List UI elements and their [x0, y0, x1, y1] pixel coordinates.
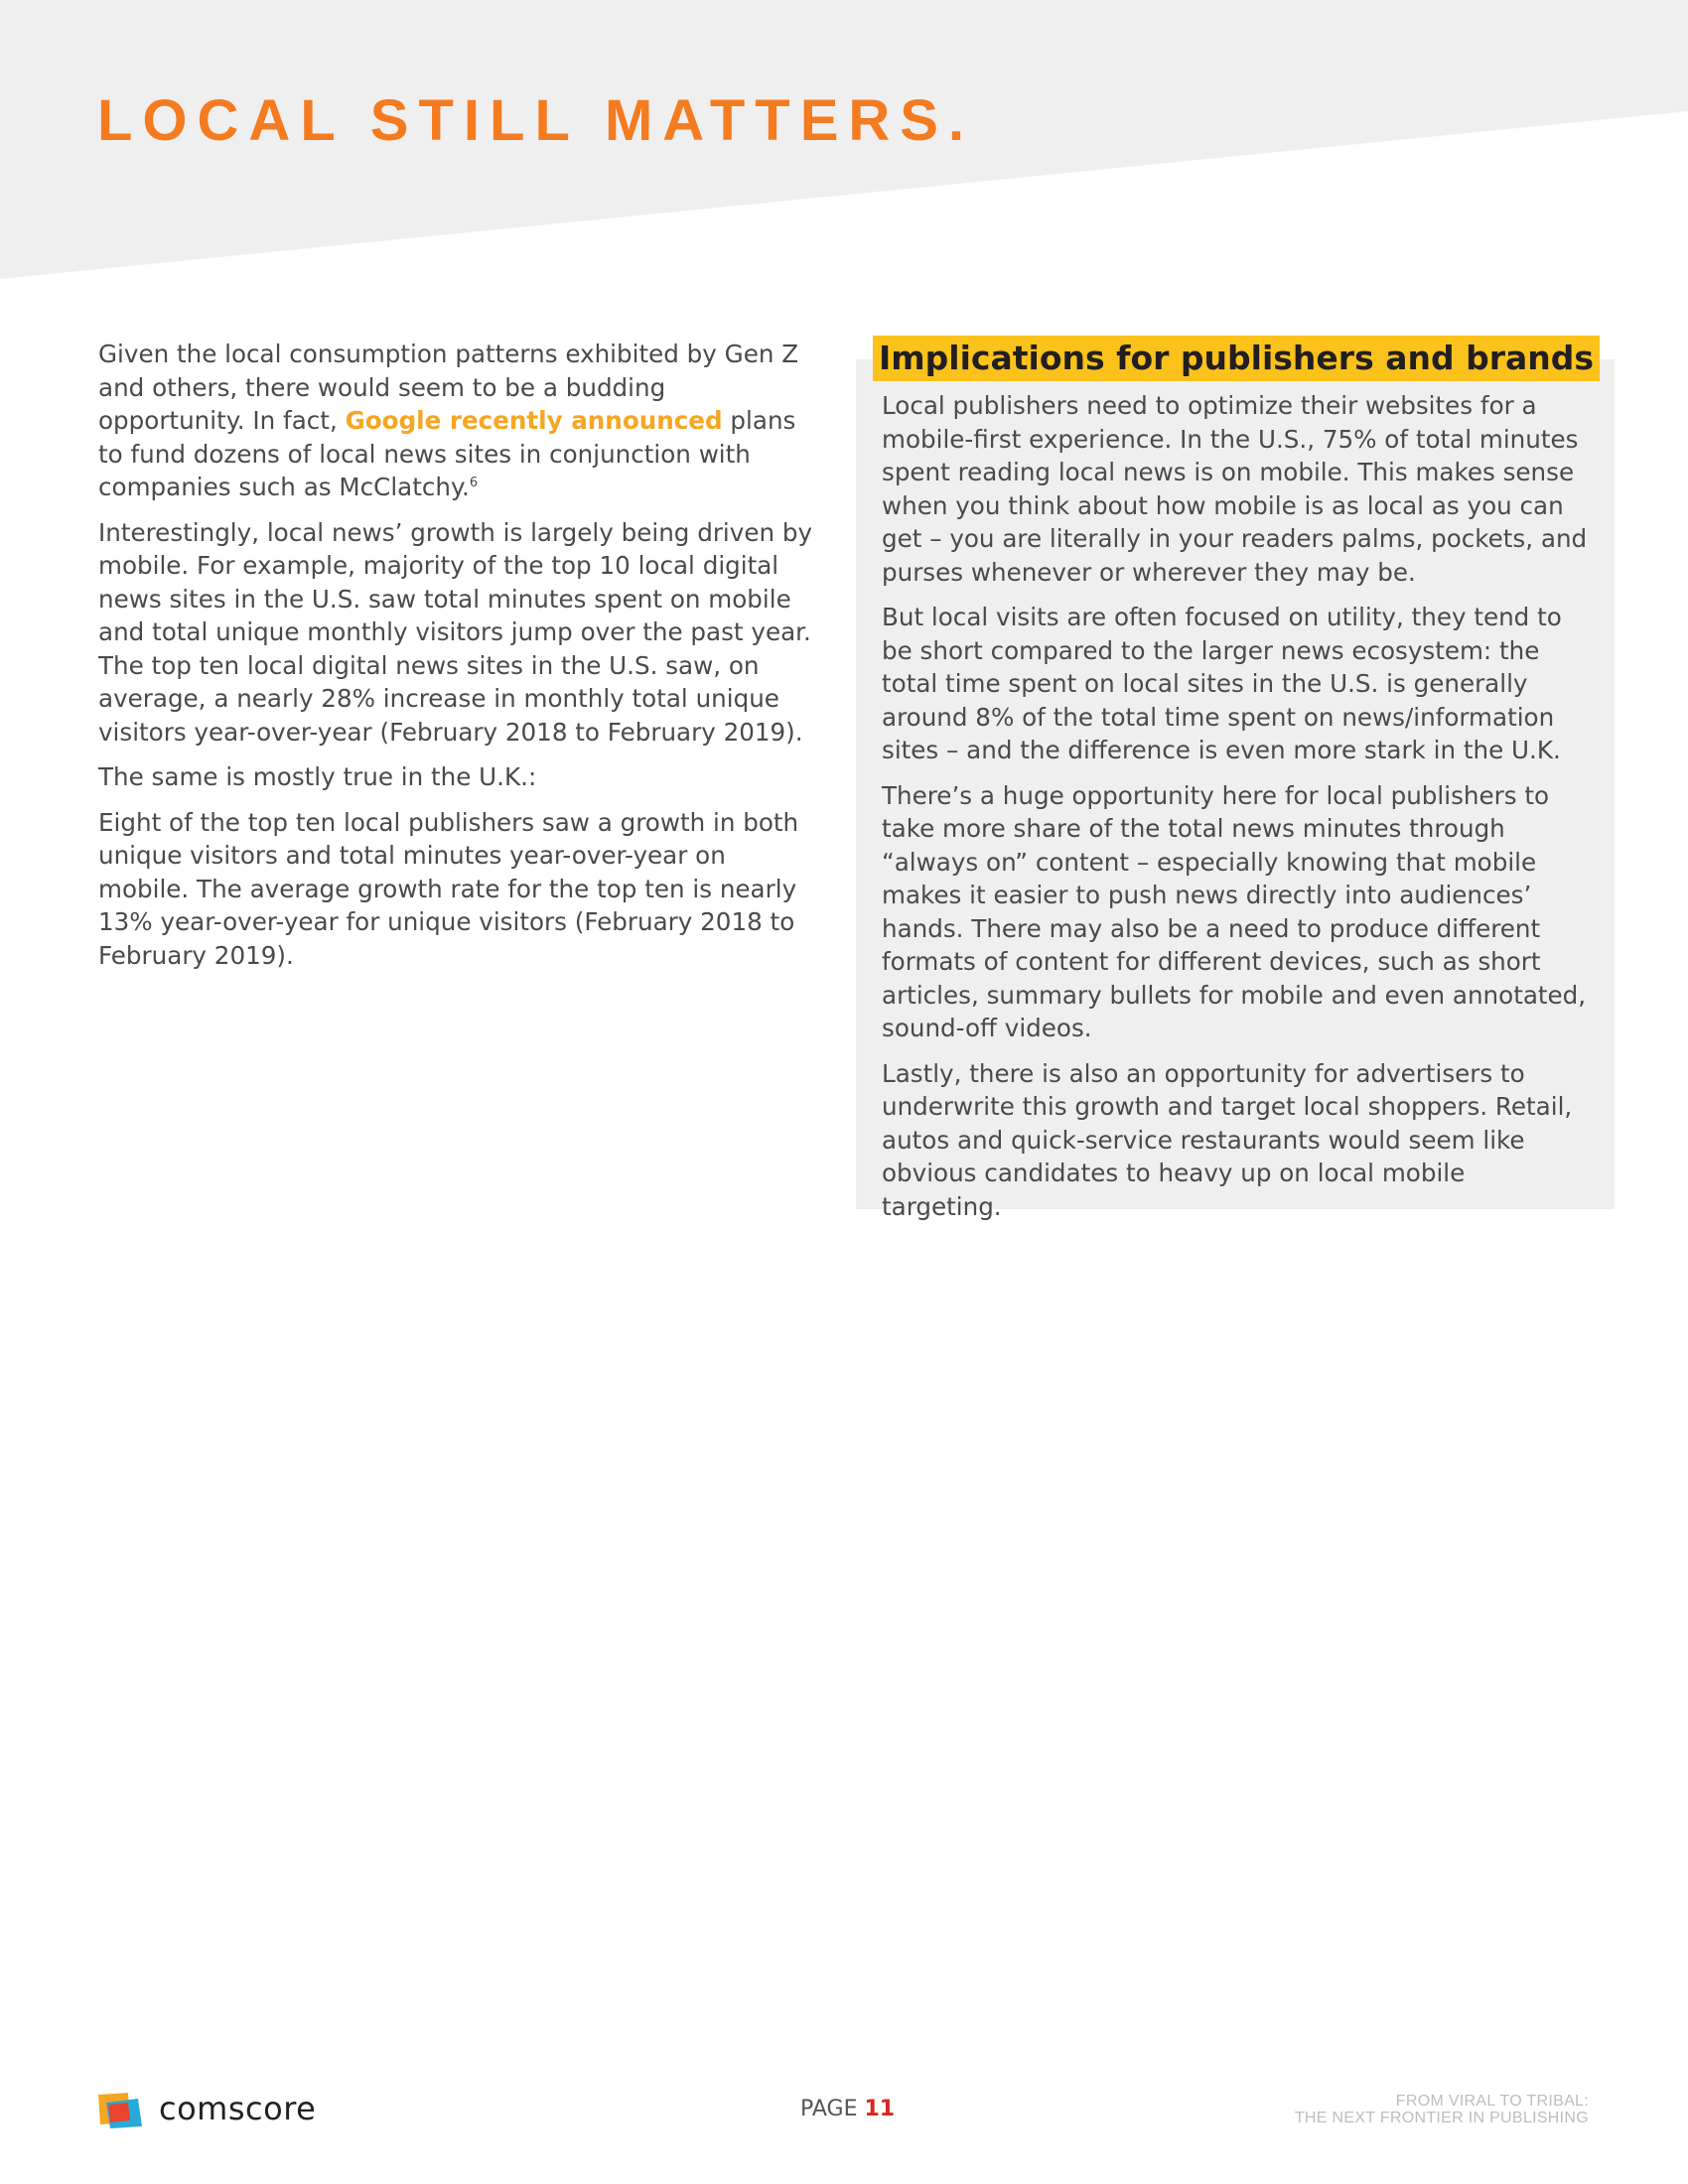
- comscore-logo-icon: [98, 2093, 144, 2128]
- comscore-wordmark: comscore: [159, 2090, 317, 2127]
- report-title: FROM VIRAL TO TRIBAL: THE NEXT FRONTIER IN PUBLISHING: [1294, 2093, 1589, 2126]
- implications-box: [856, 359, 1615, 1221]
- intro-paragraph: Given the local consumption patterns exhibited by Gen Z and others, there would seem to be a budding opportunity. In fact, Google recently announced plans to fund dozens of local news sites in conjunction with companies such as McClatchy.$^6$: [98, 340, 799, 501]
- left-column: [98, 338, 813, 984]
- implications-paragraph: There’s a huge opportunity here for local publishers to take more share of the total news minutes through “always on” content – especially knowing that mobile makes it easier to push news directly into audiences’ hands. There may also be a need to produce different formats of content for different devices, such as short articles, summary bullets for mobile and even annotated, sound-off videos.: [882, 780, 1587, 1042]
- implications-paragraph: Lastly, there is also an opportunity for advertisers to underwrite this growth and target local shoppers. Retail, autos and quick-service restaurants would seem like obvious candidates to heavy up on local mobile targeting.: [882, 1058, 1573, 1221]
- implications-heading: Implications for publishers and brands: [873, 336, 1600, 381]
- implications-paragraph: Local publishers need to optimize their websites for a mobile-first experience. In the U.S., 75% of total minutes spent reading local news is on mobile. This makes sense when you think about how mobile is as local as you can get – you are literally in your readers palms, pockets, and purses whenever or wherever they may be.: [882, 391, 1588, 587]
- page-number: PAGE 11: [800, 2097, 896, 2121]
- body-paragraph-uk-stats: Eight of the top ten local publishers saw a growth in both unique visitors and total minutes year-over-year on mobile. The average growth rate for the top ten is nearly 13% year-over-year for unique visitors (February 2018 to February 2019).: [98, 807, 799, 970]
- footnote-marker: 6: [469, 475, 479, 490]
- implications-paragraph: But local visits are often focused on utility, they tend to be short compared to the larger news ecosystem: the total time spent on local sites in the U.S. is generally around 8% of the total time spent on news/information sites – and the difference is even more stark in the U.K.: [882, 603, 1562, 764]
- body-paragraph-mobile-growth: Interestingly, local news’ growth is largely being driven by mobile. For example, majority of the top 10 local digital news sites in the U.S. saw total minutes spent on mobile and total unique monthly visitors jump over the past year. The top ten local digital news sites in the U.S. saw, on average, a nearly 28% increase in monthly total unique visitors year-over-year (February 2018 to February 2019).: [98, 517, 813, 747]
- body-paragraph-uk: The same is mostly true in the U.K.:: [98, 762, 537, 791]
- google-announced-link[interactable]: Google recently announced: [345, 406, 723, 435]
- page-title: LOCAL STILL MATTERS.: [97, 88, 975, 153]
